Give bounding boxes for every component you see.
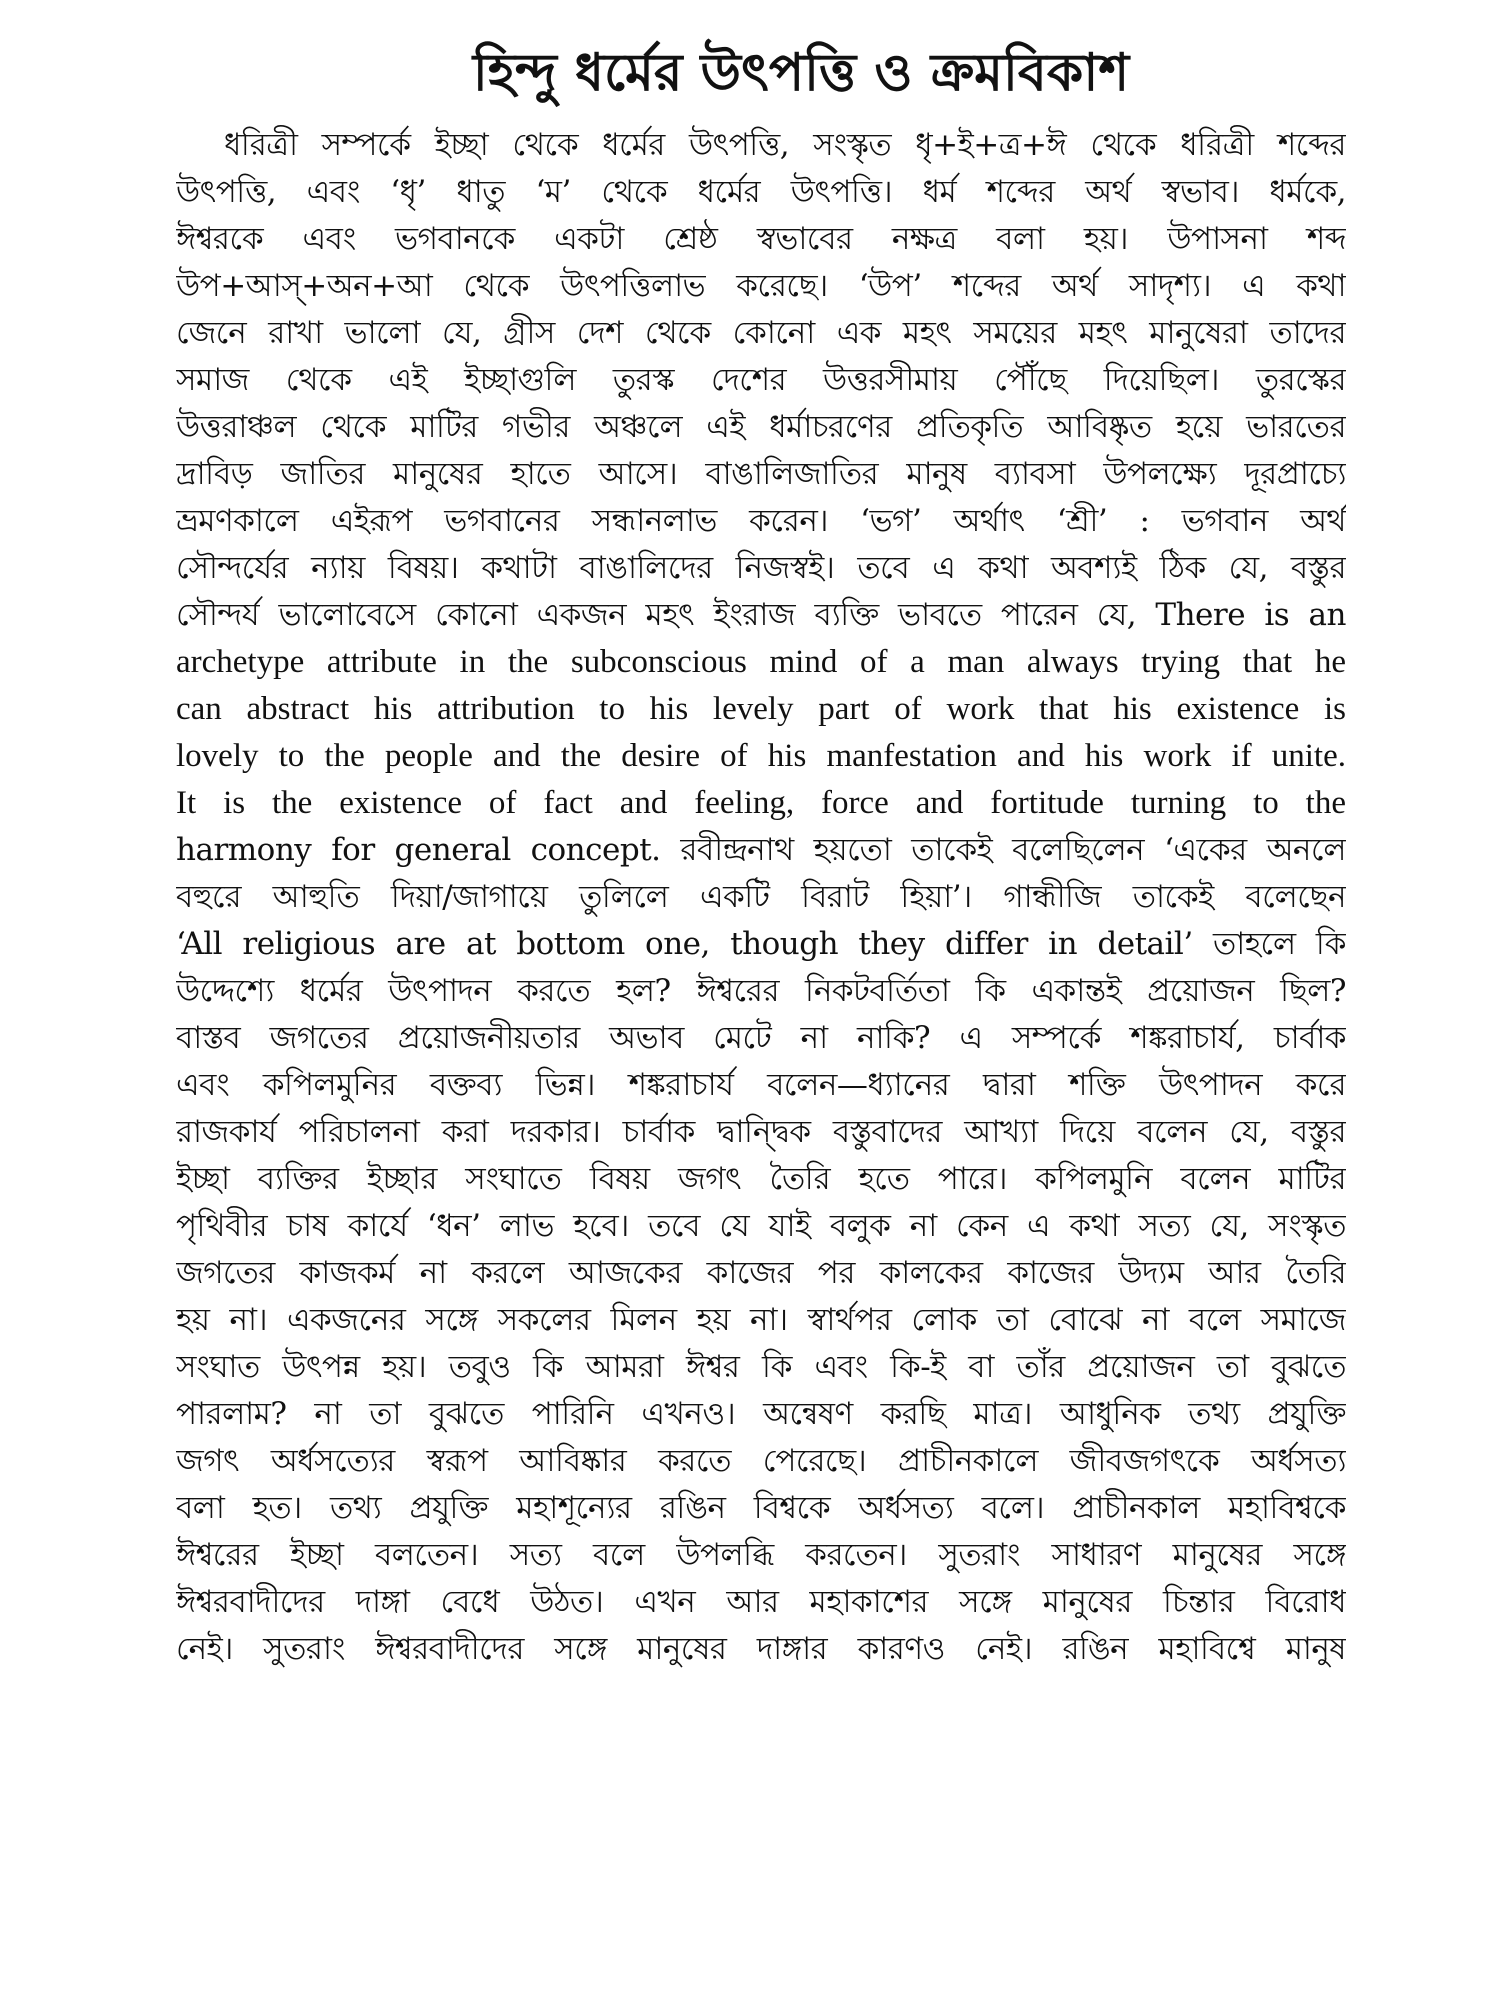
text-line: নেই। সুতরাং ঈশ্বরবাদীদের সঙ্গে মানুষের দাঙ্গার কারণও নেই। রঙিন মহাবিশ্বে মানুষ [176, 1631, 1346, 1667]
text-line: ‘All religious are at bottom one, though they differ in detail’ তাহলে কি [176, 926, 1346, 962]
text-line: সৌন্দর্য ভালোবেসে কোনো একজন মহৎ ইংরাজ ব্যক্তি ভাবতে পারেন যে, There is an [176, 597, 1346, 633]
text-line: উৎপত্তি, এবং ‘ধৃ’ ধাতু ‘ম’ থেকে ধর্মের উৎপত্তি। ধর্ম শব্দের অর্থ স্বভাব। ধর্মকে, [176, 174, 1346, 210]
text-line: ঈশ্বরকে এবং ভগবানকে একটা শ্রেষ্ঠ স্বভাবের নক্ষত্র বলা হয়। উপাসনা শব্দ [176, 221, 1346, 257]
text-line: archetype attribute in the subconscious mind of a man always trying that he [176, 644, 1346, 680]
text-line: সংঘাত উৎপন্ন হয়। তবুও কি আমরা ঈশ্বর কি এবং কি-ই বা তাঁর প্রয়োজন তা বুঝতে [176, 1349, 1346, 1385]
text-line: দ্রাবিড় জাতির মানুষের হাতে আসে। বাঙালিজাতির মানুষ ব্যাবসা উপলক্ষ্যে দূরপ্রাচ্যে [176, 456, 1346, 492]
text-line [176, 1673, 1346, 1720]
text-line: lovely to the people and the desire of his manfestation and his work if unite. [176, 738, 1346, 774]
text-line: জেনে রাখা ভালো যে, গ্রীস দেশ থেকে কোনো এক মহৎ সময়ের মহৎ মানুষেরা তাদের [176, 315, 1346, 351]
text-line: উপ+আস্+অন+আ থেকে উৎপত্তিলাভ করেছে। ‘উপ’ শব্দের অর্থ সাদৃশ্য। এ কথা [176, 268, 1346, 304]
text-line: উদ্দেশ্যে ধর্মের উৎপাদন করতে হল? ঈশ্বরের নিকটবর্তিতা কি একান্তই প্রয়োজন ছিল? [176, 973, 1346, 1009]
text-line: can abstract his attribution to his levely part of work that his existence is [176, 691, 1346, 727]
text-line: উত্তরাঞ্চল থেকে মাটির গভীর অঞ্চলে এই ধর্মাচরণের প্রতিকৃতি আবিষ্কৃত হয়ে ভারতের [176, 409, 1346, 445]
text-line: সৌন্দর্যের ন্যায় বিষয়। কথাটা বাঙালিদের নিজস্বই। তবে এ কথা অবশ্যই ঠিক যে, বস্তুর [176, 550, 1346, 586]
text-line: জগতের কাজকর্ম না করলে আজকের কাজের পর কালকের কাজের উদ্যম আর তৈরি [176, 1255, 1346, 1291]
text-line: সমাজ থেকে এই ইচ্ছাগুলি তুরস্ক দেশের উত্তরসীমায় পৌঁছে দিয়েছিল। তুরস্কের [176, 362, 1346, 398]
text-line: এবং কপিলমুনির বক্তব্য ভিন্ন। শঙ্করাচার্য বলেন—ধ্যানের দ্বারা শক্তি উৎপাদন করে [176, 1067, 1346, 1103]
text-line: জগৎ অর্ধসত্যের স্বরূপ আবিষ্কার করতে পেরেছে। প্রাচীনকালে জীবজগৎকে অর্ধসত্য [176, 1443, 1346, 1479]
text-line: বলা হত। তথ্য প্রযুক্তি মহাশূন্যের রঙিন বিশ্বকে অর্ধসত্য বলে। প্রাচীনকাল মহাবিশ্বকে [176, 1490, 1346, 1526]
page-title: হিন্দু ধর্মের উৎপত্তি ও ক্রমবিকাশ [472, 42, 1130, 103]
text-line: রাজকার্য পরিচালনা করা দরকার। চার্বাক দ্বান্দ্বিক বস্তুবাদের আখ্যা দিয়ে বলেন যে, বস্তুর [176, 1114, 1346, 1150]
text-line: পৃথিবীর চাষ কার্যে ‘ধন’ লাভ হবে। তবে যে যাই বলুক না কেন এ কথা সত্য যে, সংস্কৃত [176, 1208, 1346, 1244]
text-line: হয় না। একজনের সঙ্গে সকলের মিলন হয় না। স্বার্থপর লোক তা বোঝে না বলে সমাজে [176, 1302, 1346, 1338]
text-line: পারলাম? না তা বুঝতে পারিনি এখনও। অন্বেষণ করছি মাত্র। আধুনিক তথ্য প্রযুক্তি [176, 1396, 1346, 1432]
text-line: ইচ্ছা ব্যক্তির ইচ্ছার সংঘাতে বিষয় জগৎ তৈরি হতে পারে। কপিলমুনি বলেন মাটির [176, 1161, 1346, 1197]
text-line: harmony for general concept. রবীন্দ্রনাথ হয়তো তাকেই বলেছিলেন ‘একের অনলে [176, 832, 1346, 868]
text-line: ঈশ্বরের ইচ্ছা বলতেন। সত্য বলে উপলব্ধি করতেন। সুতরাং সাধারণ মানুষের সঙ্গে [176, 1537, 1346, 1573]
text-line: ঈশ্বরবাদীদের দাঙ্গা বেধে উঠত। এখন আর মহাকাশের সঙ্গে মানুষের চিন্তার বিরোধ [176, 1584, 1346, 1620]
text-line: ধরিত্রী সম্পর্কে ইচ্ছা থেকে ধর্মের উৎপত্তি, সংস্কৃত ধৃ+ই+ত্র+ঈ থেকে ধরিত্রী শব্দের [224, 127, 1346, 163]
document-page [176, 38, 1346, 1720]
body-text [176, 122, 1346, 1720]
text-line: বাস্তব জগতের প্রয়োজনীয়তার অভাব মেটে না নাকি? এ সম্পর্কে শঙ্করাচার্য, চার্বাক [176, 1020, 1346, 1056]
text-line: It is the existence of fact and feeling, force and fortitude turning to the [176, 785, 1346, 821]
text-line: ভ্রমণকালে এইরূপ ভগবানের সন্ধানলাভ করেন। ‘ভগ’ অর্থাৎ ‘শ্রী’ : ভগবান অর্থ [176, 503, 1346, 539]
text-line: বহুরে আহুতি দিয়া/জাগায়ে তুলিলে একটি বিরাট হিয়া’। গান্ধীজি তাকেই বলেছেন [176, 879, 1346, 915]
